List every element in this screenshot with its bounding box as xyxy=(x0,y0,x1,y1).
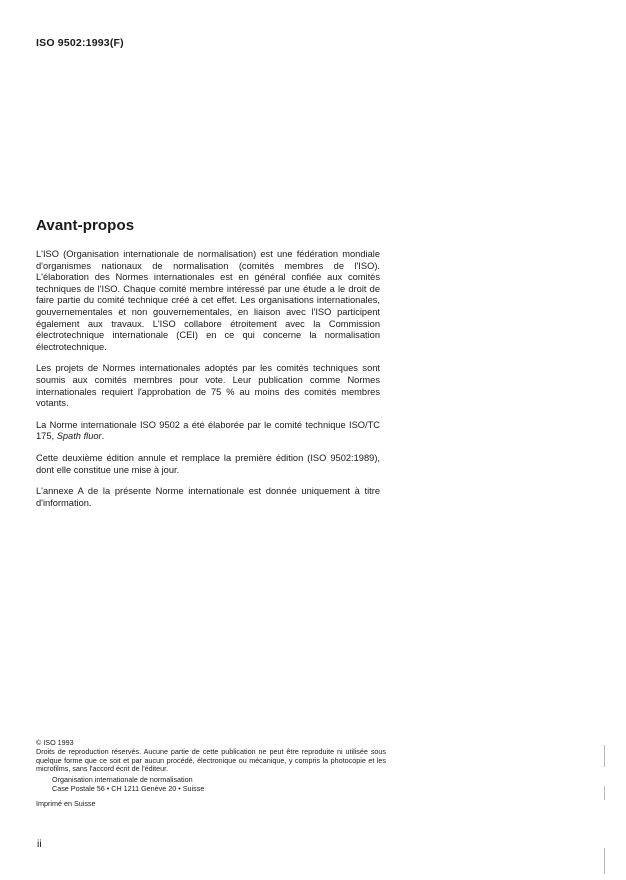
paragraph-adoption: Les projets de Normes internationales adoptés par les comités techniques sont soumis aux comités membres pour vote. Leur publication comme Normes internationales requiert l'approbation de 75 % au moins des comités membres votants. xyxy=(36,363,380,409)
organisation-name: Organisation internationale de normalisation xyxy=(52,775,193,785)
paragraph-iso-description: L'ISO (Organisation internationale de normalisation) est une fédération mondiale d'organismes nationaux de normalisation (comités membres de l'ISO). L'élaboration des Normes internationales est en général confiée aux comités techniques de l'ISO. Chaque comité membre intéressé par une étude a le droit de faire partie du comité technique créé à cet effet. Les organisations internationales, gouvernementales et non gouvernementales, en liaison avec l'ISO participent également aux travaux. L'ISO collabore étroitement avec la Commission électrotechnique internationale (CEI) en ce qui concerne la normalisation électrotechnique. xyxy=(36,249,380,352)
scan-artifact-line xyxy=(604,745,605,767)
committee-text: La Norme internationale ISO 9502 a été élaborée par le comité technique ISO/TC 175, xyxy=(36,419,380,442)
paragraph-annex: L'annexe A de la présente Norme internationale est donnée uniquement à titre d'information. xyxy=(36,486,380,508)
committee-period: . xyxy=(101,431,105,442)
section-title: Avant-propos xyxy=(36,217,135,234)
postal-address: Case Postale 56 • CH 1211 Genève 20 • Suisse xyxy=(52,783,205,793)
page-number: ii xyxy=(37,838,42,850)
printed-in: Imprimé en Suisse xyxy=(36,798,96,808)
reproduction-rights: Droits de reproduction réservés. Aucune partie de cette publication ne peut être reproduite ni utilisée sous quelque forme que ce soit et par aucun procédé, électronique ou mécanique, y compris la photocopie et les microfilms, sans l'accord écrit de l'éditeur. xyxy=(36,746,386,774)
scan-artifact-line xyxy=(604,786,605,800)
paragraph-committee xyxy=(36,420,380,443)
foreword-body xyxy=(36,249,380,519)
committee-name: Spath fluor xyxy=(56,431,102,442)
copyright-block xyxy=(36,739,386,809)
scan-artifact-line xyxy=(604,848,605,874)
paragraph-edition: Cette deuxième édition annule et remplace la première édition (ISO 9502:1989), dont elle constitue une mise à jour. xyxy=(36,452,380,475)
copyright-notice: © ISO 1993 xyxy=(36,738,74,747)
standard-reference: ISO 9502:1993(F) xyxy=(36,37,124,49)
